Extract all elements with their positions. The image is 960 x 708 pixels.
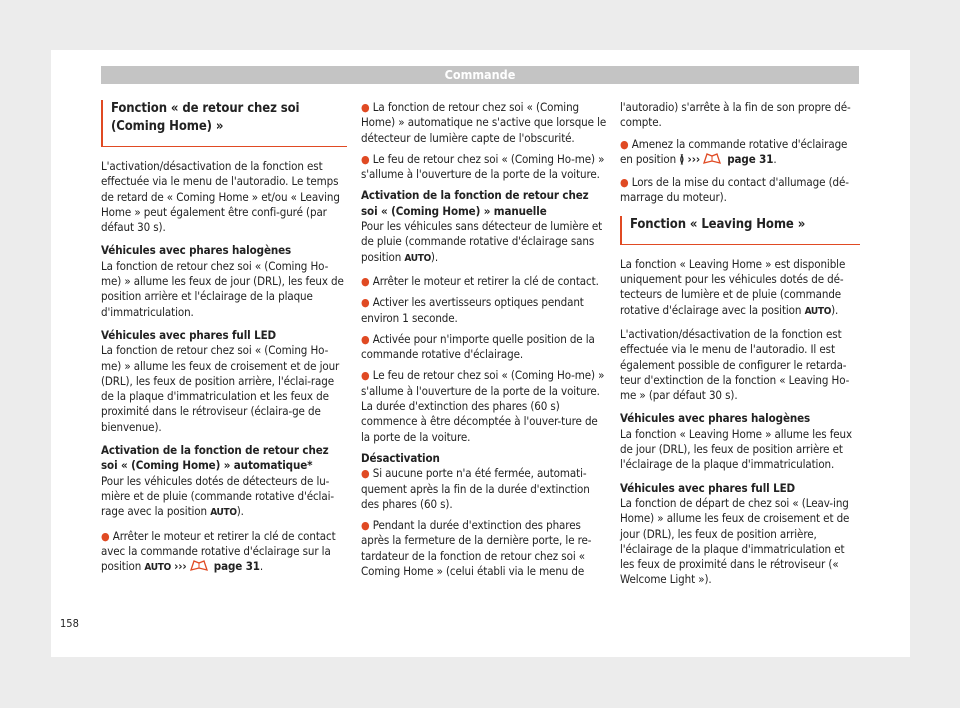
bullet-item xyxy=(361,332,607,363)
text: ). xyxy=(831,302,839,317)
text: ). xyxy=(430,249,439,264)
subheading: Véhicules avec phares halogènes xyxy=(620,411,811,426)
subheading: Activation de la fonction de retour chez soi « (Coming Home) » manuelle xyxy=(361,188,589,218)
paragraph: La fonction de retour chez soi « (Coming Ho-me) » allume les feux de jour (DRL), les feux de position arrière et l'éclairage de la plaque d'immatriculation. xyxy=(101,258,344,319)
subheading: Véhicules avec phares full LED xyxy=(101,327,277,342)
bullet-icon: ● xyxy=(620,176,629,190)
subheading: Véhicules avec phares full LED xyxy=(620,480,796,495)
column-middle xyxy=(361,100,607,585)
paragraph: l'autoradio) s'arrête à la fin de son propre dé-compte. xyxy=(620,100,851,130)
paragraph: L'activation/désactivation de la fonction est effectuée via le menu de l'autoradio. Il est également possible de configurer le retarda-teur d'extinction de la fonction « Leaving Ho-me » (par défaut 30 s). xyxy=(620,326,850,403)
page-link[interactable]: page 31 xyxy=(727,151,774,166)
text: Pour les véhicules dotés de détecteurs de lu-mière et de pluie (commande rotative d'éclai-rage avec la position xyxy=(101,473,334,519)
arrow-icon: ››› xyxy=(687,151,701,166)
text: . xyxy=(773,151,777,166)
book-icon xyxy=(190,560,208,576)
bullet-icon: ● xyxy=(101,529,110,543)
bullet-item xyxy=(361,368,607,444)
text: Activer les avertisseurs optiques pendant environ 1 seconde. xyxy=(361,295,584,325)
bullet-icon: ● xyxy=(361,274,370,288)
paragraph xyxy=(101,474,347,521)
text: La fonction « Leaving Home » est disponible uniquement pour les véhicules dotés de dé-tecteurs de lumière et de pluie (commande rotative d'éclairage avec la position xyxy=(620,256,846,317)
book-icon xyxy=(703,153,721,169)
text: Amenez la commande rotative d'éclairage en position xyxy=(620,136,848,166)
bullet-icon: ● xyxy=(361,467,370,481)
column-right xyxy=(620,100,860,596)
page-link[interactable]: page 31 xyxy=(213,559,260,574)
section-title: Fonction « de retour chez soi (Coming Home) » xyxy=(101,100,347,147)
bullet-item xyxy=(361,518,607,579)
text: Le feu de retour chez soi « (Coming Ho-me) » s'allume à l'ouverture de la porte de la voiture. La durée d'extinction des phares (60 s) commence à être décomptée à l'ouver-ture de la porte de la voiture. xyxy=(361,368,605,444)
bullet-item xyxy=(361,295,607,326)
paragraph: L'activation/désactivation de la fonction est effectuée via le menu de l'autoradio. Le temps de retard de « Coming Home » et/ou « Leaving Home » peut également être confi-guré (par défaut 30 s). xyxy=(101,159,340,235)
subheading: Activation de la fonction de retour chez soi « (Coming Home) » automatique* xyxy=(101,443,329,473)
page-header: Commande xyxy=(101,66,859,84)
auto-symbol: AUTO xyxy=(404,252,431,264)
bullet-item xyxy=(620,175,860,206)
text: Pour les véhicules sans détecteur de lumière et de pluie (commande rotative d'éclairage sans position xyxy=(361,219,603,264)
text: . xyxy=(259,559,264,574)
paragraph: La fonction « Leaving Home » allume les feux de jour (DRL), les feux de position arrière et l'éclairage de la plaque d'immatriculation. xyxy=(620,426,853,472)
bullet-item xyxy=(620,137,860,170)
bullet-icon: ● xyxy=(361,332,370,346)
bullet-item xyxy=(361,100,607,146)
text: Activée pour n'importe quelle position de la commande rotative d'éclairage. xyxy=(361,331,595,362)
section-title: Fonction « Leaving Home » xyxy=(620,216,860,245)
bullet-icon: ● xyxy=(361,369,370,383)
text: Lors de la mise du contact d'allumage (dé-marrage du moteur). xyxy=(620,175,849,205)
bullet-item xyxy=(361,274,607,289)
page-number: 158 xyxy=(60,617,79,630)
subheading: Véhicules avec phares halogènes xyxy=(101,243,292,258)
paragraph: La fonction de retour chez soi « (Coming Ho-me) » allume les feux de croisement et de jour (DRL), les feux de position arrière, l'éclai-rage de la plaque d'immatriculation et les feux de proximité dans le rétroviseur (éclaira-ge de bienvenue). xyxy=(101,343,340,434)
text: Le feu de retour chez soi « (Coming Ho-me) » s'allume à l'ouverture de la porte de la voiture. xyxy=(361,151,605,182)
text: ). xyxy=(236,504,244,519)
auto-symbol: AUTO xyxy=(144,562,171,574)
bullet-icon: ● xyxy=(361,101,370,114)
bullet-icon: ● xyxy=(361,152,370,166)
bullet-item xyxy=(361,466,607,512)
text: Arrêter le moteur et retirer la clé de contact avec la commande rotative d'éclairage sur la position xyxy=(101,528,336,574)
paragraph: La fonction de départ de chez soi « (Leav-ing Home) » allume les feux de croisement et de jour (DRL), les feux de position arrière, l'éclairage de la plaque d'immatriculation et les feux de proximité dans le rétroviseur (« Welcome Light »). xyxy=(620,495,850,587)
paragraph xyxy=(620,257,860,319)
auto-symbol: AUTO xyxy=(210,507,237,519)
bullet-item xyxy=(101,529,347,577)
arrow-icon: ››› xyxy=(174,559,187,574)
paragraph xyxy=(361,219,607,266)
text: La fonction de retour chez soi « (Coming Home) » automatique ne s'active que lorsque le détecteur de lumière capte de l'obscurité. xyxy=(361,100,607,145)
text: Si aucune porte n'a été fermée, automati-quement après la fin de la durée d'extinction des phares (60 s). xyxy=(361,466,590,511)
text: Arrêter le moteur et retirer la clé de contact. xyxy=(372,273,599,288)
subheading: Désactivation xyxy=(361,450,440,465)
bullet-icon: ● xyxy=(361,519,370,533)
auto-symbol: AUTO xyxy=(804,305,832,317)
text: Pendant la durée d'extinction des phares après la fermeture de la dernière porte, le re-tardateur de la fonction de retour chez soi « Coming Home » (celui établi via le menu de xyxy=(361,518,592,579)
bullet-icon: ● xyxy=(361,296,370,310)
bullet-item xyxy=(361,152,607,183)
bullet-icon: ● xyxy=(620,137,629,151)
parking-light-icon: ≬ xyxy=(679,151,685,166)
column-left xyxy=(101,100,347,582)
